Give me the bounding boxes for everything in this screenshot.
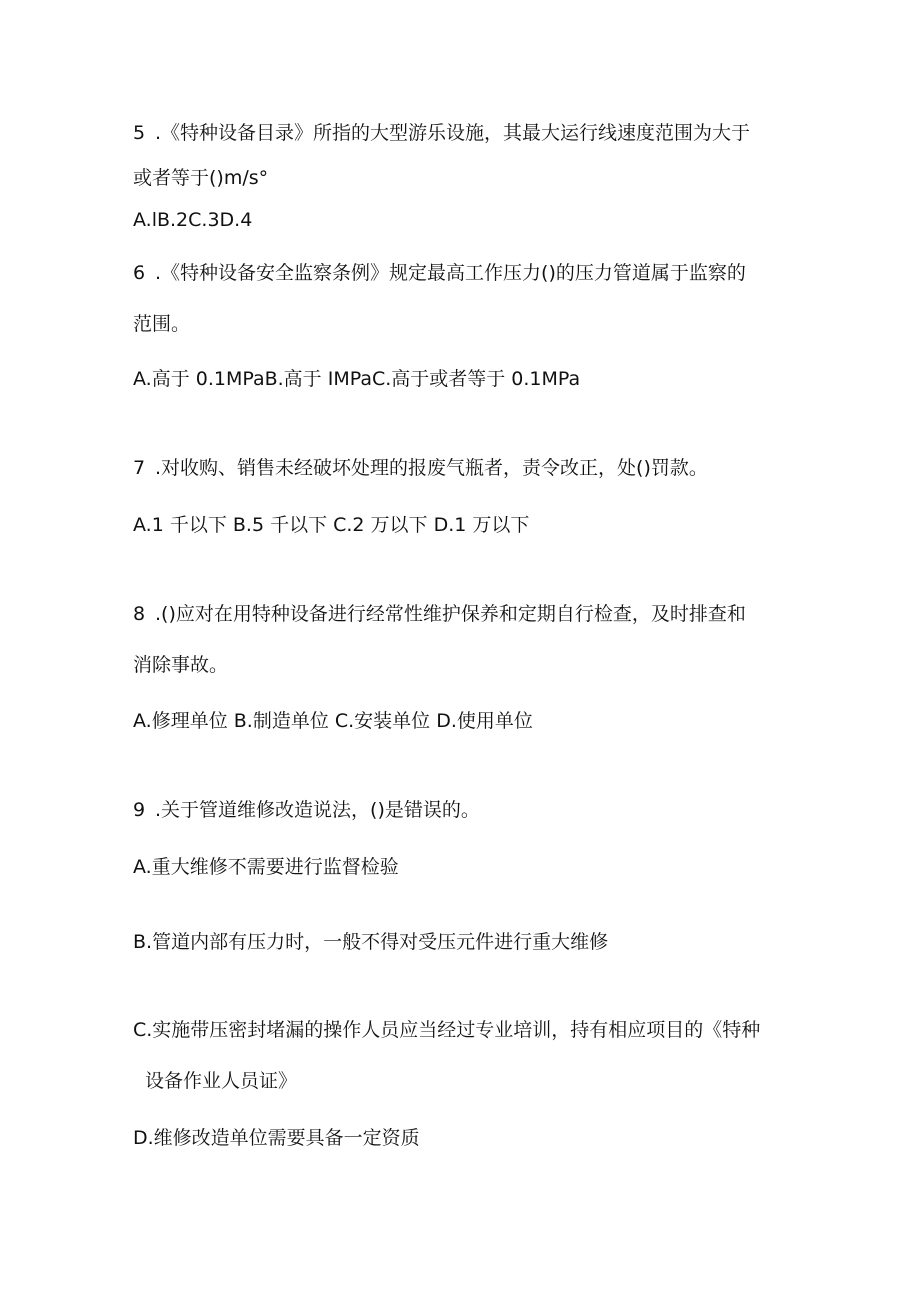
question-9-option-c-cont: 设备作业人员证》 xyxy=(145,1070,298,1092)
question-stem: .《特种设备目录》所指的大型游乐设施，其最大运行线速度范围为大于 xyxy=(155,122,751,144)
question-6-line2: 范围。 xyxy=(133,313,191,335)
question-stem: .对收购、销售未经破坏处理的报废气瓶者，责令改正，处()罚款。 xyxy=(155,457,708,479)
question-number: 6 xyxy=(133,262,146,284)
question-8-line2: 消除事故。 xyxy=(133,654,229,676)
question-6-options: A.高于 0.1MPaB.高于 IMPaC.高于或者等于 0.1MPa xyxy=(133,368,581,390)
question-5-line1 xyxy=(133,120,750,146)
question-number: 5 xyxy=(133,122,146,144)
question-6-line1 xyxy=(133,260,746,286)
question-9-line1 xyxy=(133,797,480,823)
question-7-options: A.1 千以下 B.5 千以下 C.2 万以下 D.1 万以下 xyxy=(133,514,530,536)
question-5-line2: 或者等于()m∕s° xyxy=(133,167,269,189)
question-9-option-a: A.重大维修不需要进行监督检验 xyxy=(133,856,399,878)
question-number: 8 xyxy=(133,603,146,625)
question-5-options: A.lB.2C.3D.4 xyxy=(133,209,253,231)
question-stem: .关于管道维修改造说法，()是错误的。 xyxy=(155,799,480,821)
question-8-options: A.修理单位 B.制造单位 C.安装单位 D.使用单位 xyxy=(133,710,533,732)
question-9-option-d: D.维修改造单位需要具备一定资质 xyxy=(133,1127,420,1149)
question-8-line1 xyxy=(133,601,746,627)
question-7-line1 xyxy=(133,455,708,481)
question-stem: .《特种设备安全监察条例》规定最高工作压力()的压力管道属于监察的 xyxy=(155,262,746,284)
question-number: 7 xyxy=(133,457,146,479)
question-number: 9 xyxy=(133,799,146,821)
question-9-option-b: B.管道内部有压力时，一般不得对受压元件进行重大维修 xyxy=(133,931,609,953)
question-stem: .()应对在用特种设备进行经常性维护保养和定期自行检查，及时排查和 xyxy=(155,603,746,625)
question-9-option-c: C.实施带压密封堵漏的操作人员应当经过专业培训，持有相应项目的《特种 xyxy=(133,1019,761,1041)
